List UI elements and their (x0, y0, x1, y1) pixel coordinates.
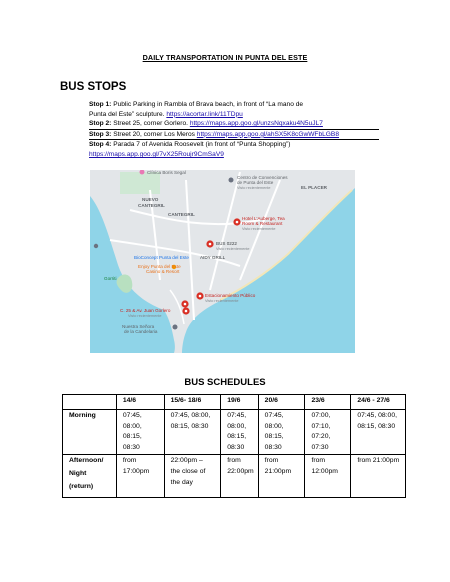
stop-text: Punta del Este” sculpture. (89, 110, 165, 118)
stop-text: Street 25, corner Gorlero. (113, 120, 188, 128)
column-header: 20/6 (258, 395, 305, 410)
column-header: 24/6 - 27/6 (351, 395, 406, 410)
schedule-time: 07:20, (311, 433, 331, 441)
schedule-time: 08:30 (122, 443, 140, 451)
stop-4 (89, 140, 379, 150)
schedule-time: from 21:00pm (357, 457, 400, 465)
schedule-cell (164, 410, 221, 455)
schedule-time: 07:30 (311, 443, 329, 451)
stop-4-cont (89, 150, 379, 160)
pin-icon[interactable] (196, 292, 203, 299)
schedule-time: 07:00, (311, 412, 331, 419)
stop-text: Public Parking in Rambla of Brava beach, in front of “La mano de (113, 101, 304, 108)
schedule-cell (305, 455, 351, 498)
schedule-time: from (122, 457, 137, 465)
stop-label: Stop 3: (89, 130, 112, 138)
bus-stops-heading: BUS STOPS (60, 81, 127, 93)
table-header-row (63, 395, 406, 410)
schedule-time: from (311, 457, 326, 465)
row-header (63, 455, 117, 498)
stop-1-cont (89, 110, 379, 120)
row-header-line: (return) (69, 482, 94, 490)
map-label: NUEVO (142, 197, 159, 202)
pin-icon[interactable] (182, 307, 189, 314)
schedule-time: the close of (170, 467, 206, 475)
map-label: BUS 0222 (216, 241, 237, 246)
map-label: Room & Restaurant (242, 221, 283, 226)
convention-center-icon (229, 178, 234, 183)
map-label: Centro de Convenciones (237, 175, 288, 180)
map-label: Gorriti (104, 276, 117, 281)
map-label: BioConcept Punta del Este (134, 255, 189, 260)
stop-3 (89, 130, 379, 141)
column-header: 14/6 (116, 395, 164, 410)
pin-icon[interactable] (233, 218, 240, 225)
schedule-time: 08:00, (264, 422, 284, 430)
map-label: Estacionamiento Público (205, 293, 256, 298)
pin-icon[interactable] (206, 240, 213, 247)
map-label: CANTEGRIL (138, 203, 165, 208)
pin-icon[interactable] (181, 300, 188, 307)
column-header: 15/6- 18/6 (164, 395, 221, 410)
schedule-cell (221, 455, 258, 498)
schedule-time: 08:15, (227, 433, 247, 441)
stop-label: Stop 1: (89, 101, 112, 108)
map-label: Visto recientemente (216, 247, 250, 251)
table-row (63, 410, 406, 455)
schedule-time: 08:00, (122, 422, 142, 430)
row-header-line: Night (69, 469, 87, 477)
stop-text: Street 20, corner Los Meros (113, 130, 195, 138)
map-label: de Punta del Este (237, 180, 274, 185)
document-title: DAILY TRANSPORTATION IN PUNTA DEL ESTE (142, 53, 308, 62)
map-label: AIDY GRILL (200, 255, 226, 260)
schedule-time: 07:45, (264, 412, 284, 419)
stop-2-link[interactable]: https://maps.app.goo.gl/unzsNqxaku4N5uJL7 (189, 120, 323, 128)
schedule-cell (116, 410, 164, 455)
schedule-cell (258, 455, 305, 498)
map-label: Visto recientemente (205, 299, 239, 303)
stop-label: Stop 4: (89, 141, 112, 149)
schedule-cell (351, 455, 406, 498)
schedule-time: the day (170, 478, 193, 486)
bus-schedules-heading: BUS SCHEDULES (184, 377, 266, 388)
schedule-cell (221, 410, 258, 455)
map-label: de la Candelaria (124, 329, 158, 334)
column-header: 23/6 (305, 395, 351, 410)
stop-3-link[interactable]: https://maps.app.goo.gl/ahSX5K8cGwWFbLGB8 (196, 130, 339, 138)
stop-4-link[interactable]: https://maps.app.goo.gl/7vX25Roujr9CmSaV9 (89, 150, 224, 158)
schedule-time: 08:30 (227, 443, 245, 451)
stop-1-link[interactable]: https://acortar.link/11TDpu (166, 110, 243, 118)
map-label: Clínica Boris Segal (147, 170, 186, 175)
church-icon (173, 325, 178, 330)
bus-stops-list (89, 100, 379, 160)
schedule-time: 08:30 (264, 443, 282, 451)
map-park (120, 172, 160, 194)
schedule-time: 17:00pm (122, 467, 150, 475)
schedule-time: 22:00pm – (170, 457, 203, 465)
schedule-time: 07:45, 08:00, (357, 412, 397, 419)
schedule-time: 21:00pm (264, 467, 292, 475)
map-label: CANTEGRIL (168, 212, 195, 217)
row-header-line: Morning (69, 412, 96, 419)
bus-schedule-table (62, 394, 406, 498)
schedule-cell (164, 455, 221, 498)
schedule-time: 08:15, 08:30 (357, 422, 396, 430)
schedule-time: 08:15, (264, 433, 284, 441)
map-label: Visto recientemente (237, 186, 271, 190)
table-row (63, 455, 406, 498)
map-label: C. 25 & Av. Juan Gorlero (120, 308, 171, 313)
header-empty-cell (63, 395, 117, 410)
map-label: EL PLACER (301, 185, 327, 190)
schedule-time: from (264, 457, 279, 465)
schedule-time: 07:45, (227, 412, 247, 419)
row-header (63, 410, 117, 455)
map-label: Nuestra Señora (122, 324, 155, 329)
schedule-time: 08:00, (227, 422, 247, 430)
schedule-cell (258, 410, 305, 455)
row-header-line: Afternoon/ (69, 457, 104, 465)
map-label: Visto recientemente (128, 314, 162, 318)
schedule-cell (351, 410, 406, 455)
schedule-time: from (227, 457, 241, 465)
stop-2 (89, 119, 379, 130)
shop-icon (94, 244, 98, 248)
schedule-time: 07:10, (311, 422, 331, 430)
map-label: Enjoy Punta del Este (138, 264, 181, 269)
map-label: Hotel L'Auberge, Tea (242, 216, 285, 221)
schedule-time: 08:15, (122, 433, 142, 441)
schedule-time: 22:00pm (227, 467, 254, 475)
schedule-cell (305, 410, 351, 455)
schedule-time: 07:45, (122, 412, 142, 419)
stop-text: Parada 7 of Avenida Roosevelt (in front of “Punta Shopping”) (113, 141, 291, 149)
column-header: 19/6 (221, 395, 258, 410)
map-label: Visto recientemente (242, 227, 276, 231)
schedule-time: 12:00pm (311, 467, 338, 475)
stop-1 (89, 100, 379, 110)
schedule-time: 08:15, 08:30 (170, 422, 209, 430)
schedule-time: 07:45, 08:00, (170, 412, 211, 419)
map-canvas (90, 170, 355, 353)
map-label: Casino & Resort (146, 269, 180, 274)
stop-label: Stop 2: (89, 120, 112, 128)
bus-stops-map[interactable] (90, 170, 355, 353)
schedule-cell (116, 455, 164, 498)
